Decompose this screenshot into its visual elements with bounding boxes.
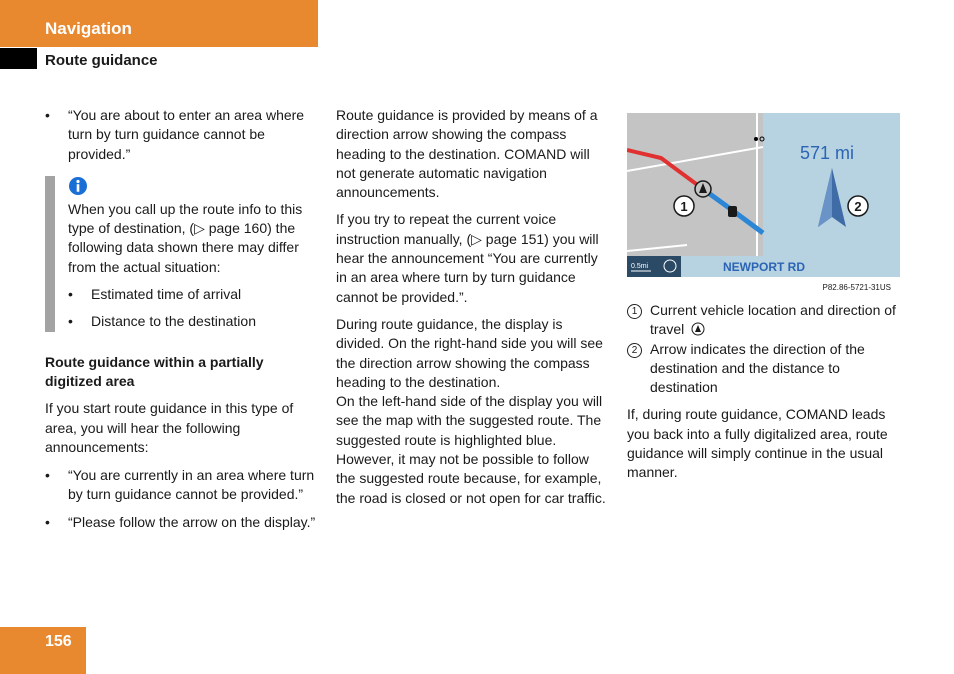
street-name: NEWPORT RD: [723, 260, 805, 274]
info-text: When you call up the route info to this type of destination, (▷ page 160) the following data shown there may differ from the actual situation:: [68, 200, 303, 275]
callout-2-label: 2: [854, 199, 862, 214]
paragraph: If you start route guidance in this type of area, you will hear the following announcements:: [45, 400, 294, 455]
navigation-display-figure: [627, 113, 900, 293]
legend-item: [627, 340, 900, 398]
column-2: [336, 106, 608, 508]
subsection-marker: [0, 48, 37, 69]
legend-text: Arrow indicates the direction of the destination and the distance to destination: [650, 340, 865, 396]
info-bar: [45, 176, 55, 332]
info-icon: [68, 176, 88, 196]
page-number: 156: [45, 633, 72, 650]
map-poi: [754, 137, 758, 141]
paragraph: During route guidance, the display is divided. On the right-hand side you will see the direction arrow showing the compass heading to the destination.: [336, 315, 603, 390]
subheading: Route guidance within a partially digitized area: [45, 353, 264, 389]
bullet-item: • “You are about to enter an area where turn by turn guidance cannot be provided.”: [45, 106, 319, 164]
bullet-item: • “You are currently in an area where turn by turn guidance cannot be provided.”: [45, 466, 319, 505]
paragraph: If, during route guidance, COMAND leads you back into a fully digitalized area, route guidance will simply continue in the usual manner.: [627, 406, 888, 481]
scale-label: 0.5mi: [631, 263, 649, 270]
callout-1-label: 1: [680, 199, 688, 214]
column-3: [627, 113, 900, 483]
column-1: [45, 106, 319, 532]
section-title: Navigation: [45, 19, 132, 38]
paragraph: If you try to repeat the current voice instruction manually, (▷ page 151) you will hear the announcement “You are currently in an area where turn by turn guidance cannot be provided.”.: [336, 211, 599, 305]
info-bullet: • Distance to the destination: [68, 312, 319, 331]
legend-number: 1: [627, 304, 642, 319]
subsection-title: Route guidance: [45, 52, 158, 69]
bullet-item: • “Please follow the arrow on the display.”: [45, 513, 319, 532]
paragraph: On the left-hand side of the display you will see the map with the suggested route. The suggested route is highlighted blue. However, it may not be possible to follow the suggested route because, for example, the road is closed or not open for car traffic.: [336, 393, 606, 506]
paragraph: Route guidance is provided by means of a direction arrow showing the compass heading to the destination. COMAND will not generate automatic navigation announcements.: [336, 107, 598, 201]
vehicle-position-icon: [691, 322, 705, 336]
legend-text: Current vehicle location and direction of travel: [650, 302, 896, 338]
figure-legend: [627, 301, 900, 483]
destination-flag-icon: [728, 206, 737, 217]
info-bullet: • Estimated time of arrival: [68, 285, 319, 304]
figure-id: P82.86-5721-31US: [822, 283, 891, 292]
page-number-box: [0, 627, 86, 674]
legend-item: [627, 301, 900, 340]
distance-readout: 571 mi: [800, 143, 855, 163]
info-box: [45, 176, 319, 332]
legend-number: 2: [627, 343, 642, 358]
